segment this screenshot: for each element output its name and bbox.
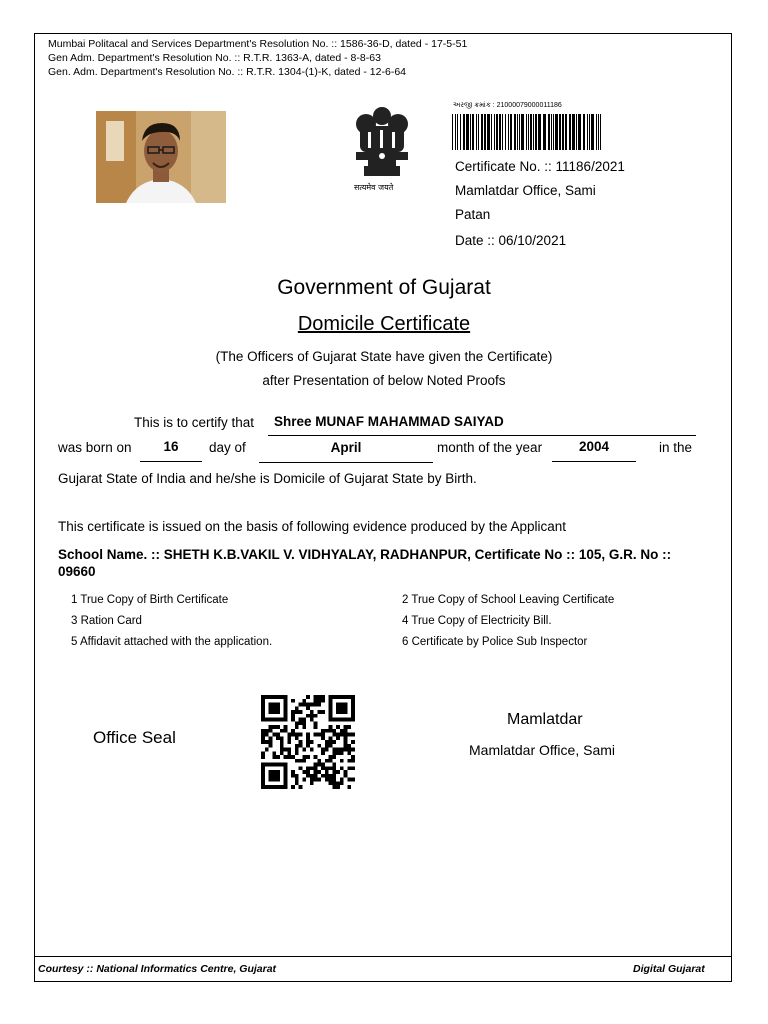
subtitle-line-2: after Presentation of below Noted Proofs [262,373,506,388]
government-title: Government of Gujarat [277,276,491,299]
emblem-motto: सत्यमेव जयते [354,183,394,192]
barcode-icon [452,114,606,150]
mamlatdar-office: Mamlatdar Office, Sami [469,742,616,758]
domicile-statement: Gujarat State of India and he/she is Domicile of Gujarat State by Birth. [58,471,477,486]
barcode-label: અરજી ક્રમાંક : 21000079000011186 [453,102,562,109]
evidence-item-3: 3 Ration Card [71,615,142,627]
applicant-name: Shree MUNAF MAHAMMAD SAIYAD [268,414,696,436]
office-seal-label: Office Seal [93,728,176,747]
evidence-item-5: 5 Affidavit attached with the application. [71,636,273,648]
certificate-title: Domicile Certificate [297,313,471,335]
certificate-number: Certificate No. :: 11186/2021 [455,159,625,174]
certify-label: This is to certify that [134,415,255,430]
resolution-line-3: Gen. Adm. Department's Resolution No. :: R.T.R. 1304-(1)-K, dated - 12-6-64 [48,66,406,78]
qr-code-icon [259,695,357,789]
evidence-intro: This certificate is issued on the basis of following evidence produced by the Applicant [58,519,567,534]
footer-divider [34,956,732,957]
resolution-line-2: Gen Adm. Department's Resolution No. :: R.T.R. 1363-A, dated - 8-8-63 [48,52,381,64]
evidence-item-1: 1 True Copy of Birth Certificate [71,594,229,606]
born-label: was born on [58,440,132,455]
day-label: day of [209,440,246,455]
certificate-office: Mamlatdar Office, Sami [455,183,596,198]
month-label: month of the year [437,440,543,455]
applicant-photo [96,111,226,203]
resolution-line-1: Mumbai Politacal and Services Department's Resolution No. :: 1586-36-D, dated - 17-5-51 [48,38,468,50]
evidence-item-2: 2 True Copy of School Leaving Certificate [402,594,615,606]
school-details: School Name. :: SHETH K.B.VAKIL V. VIDHYALAY, RADHANPUR, Certificate No :: 105, G.R. No :: 09660 [58,547,672,579]
footer-courtesy: Courtesy :: National Informatics Centre, Gujarat [38,963,277,975]
evidence-item-6: 6 Certificate by Police Sub Inspector [402,636,588,648]
mamlatdar-title: Mamlatdar [507,711,583,728]
birth-year: 2004 [552,439,636,462]
in-the-label: in the [659,440,693,455]
certificate-district: Patan [455,207,491,222]
subtitle-line-1: (The Officers of Gujarat State have given the Certificate) [215,349,553,364]
footer-digital-gujarat: Digital Gujarat [633,963,705,975]
evidence-item-4: 4 True Copy of Electricity Bill. [402,615,552,627]
birth-month: April [259,440,433,463]
certificate-date: Date :: 06/10/2021 [455,233,567,248]
birth-day: 16 [140,439,202,462]
